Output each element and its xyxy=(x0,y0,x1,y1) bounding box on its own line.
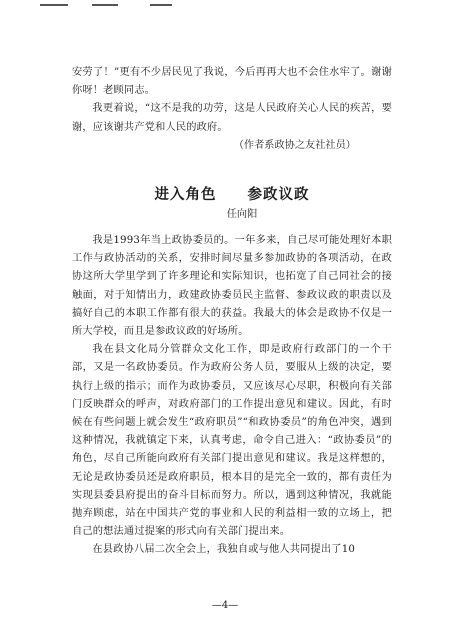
prev-article-byline: （作者系政协之友社社员） xyxy=(233,139,356,151)
prev-article-ending: 安劳了！”更有不少居民见了我说，今后再再大也不会住水牢了。谢谢你呀！老顾同志。 xyxy=(72,67,392,97)
page-number: —4— xyxy=(211,600,239,611)
paragraph-1: 我是1993年当上政协委员的。一年多来，自己尽可能处理好本职工作与政协活动的关系，安排时间尽量多参加政协的各项活动，在政协这所大学里学到了许多理论和实际知识，也拓宽了自己同社会的接触面，对于知情出力，政建政协委员民主监督、参政议政的职责以及搞好自己的本职工作都有很大的获益。我最大的体会是政协不仅是一所大学校，而且是参政议政的好场所。 xyxy=(72,235,392,338)
prev-article-quote: 我更着说，“这不是我的功劳，这是人民政府关心人民的疾苦，要谢，应该谢共产党和人民的政府。 xyxy=(72,103,392,133)
document-page xyxy=(72,64,392,560)
article-title: 进入角色 参政议政 xyxy=(154,187,310,204)
article-author: 任向阳 xyxy=(226,209,258,221)
paragraph-2: 我在县文化局分管群众文化工作，即是政府行政部门的一个干部，又是一名政协委员。作为政府公务人员，要服从上级的决定，要执行上级的指示；而作为政协委员，又应该尽心尽职，积极向有关部门反映群众的呼声，对政府部门的工作提出意见和建议。因此，有时候在有些问题上就会发生“政府职员”“和政协委员”的角色冲突，遇到这种情况，我就镇定下来，认真考虑，命令自己进入：“政协委员”的角色，尽自己所能向政府有关部门提出意见和建议。我是这样想的，无论是政协委员还是政府职员，根本目的是完全一致的，都有责任为实现县委县府提出的奋斗目标而努力。所以，遇到这种情况，我就能抛弃顾虑，站在中国共产党的事业和人民的利益相一致的立场上，把自己的想法通过提案的形式向有关部门提出来。 xyxy=(72,344,392,538)
top-edge-marks xyxy=(0,0,450,10)
paragraph-3: 在县政协八届二次全会上，我独自或与他人共同提出了10 xyxy=(92,544,356,556)
